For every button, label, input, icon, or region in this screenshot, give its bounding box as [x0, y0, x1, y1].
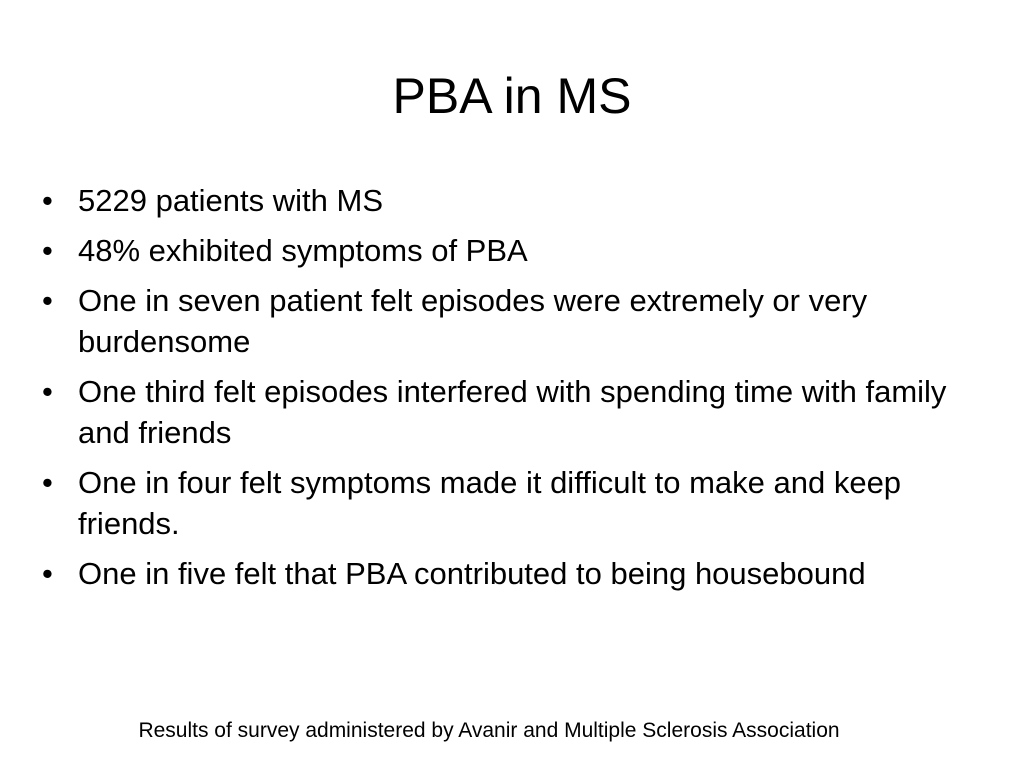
bullet-dot-icon: • [42, 465, 53, 500]
bullet-text: One in five felt that PBA contributed to being housebound [78, 556, 866, 591]
bullet-dot-icon: • [42, 556, 53, 591]
source-footnote: Results of survey administered by Avanir and Multiple Sclerosis Association [138, 719, 840, 742]
bullet-item [40, 180, 1004, 221]
bullet-text: 48% exhibited symptoms of PBA [78, 233, 528, 268]
bullet-dot-icon: • [42, 233, 53, 268]
bullet-text: One in four felt symptoms made it difficult to make and keep friends. [78, 465, 902, 541]
bullet-text: One third felt episodes interfered with spending time with family and friends [78, 374, 947, 450]
bullet-item [40, 553, 1004, 594]
bullet-text: One in seven patient felt episodes were extremely or very burdensome [78, 283, 868, 359]
slide-title: PBA in MS [392, 68, 632, 124]
bullet-dot-icon: • [42, 374, 53, 409]
bullet-item [40, 280, 1004, 362]
bullet-text: 5229 patients with MS [78, 183, 384, 218]
bullet-item [40, 462, 1004, 544]
bullet-dot-icon: • [42, 283, 53, 318]
bullet-dot-icon: • [42, 183, 53, 218]
bullet-list [40, 180, 1004, 603]
bullet-item [40, 371, 1004, 453]
bullet-item [40, 230, 1004, 271]
